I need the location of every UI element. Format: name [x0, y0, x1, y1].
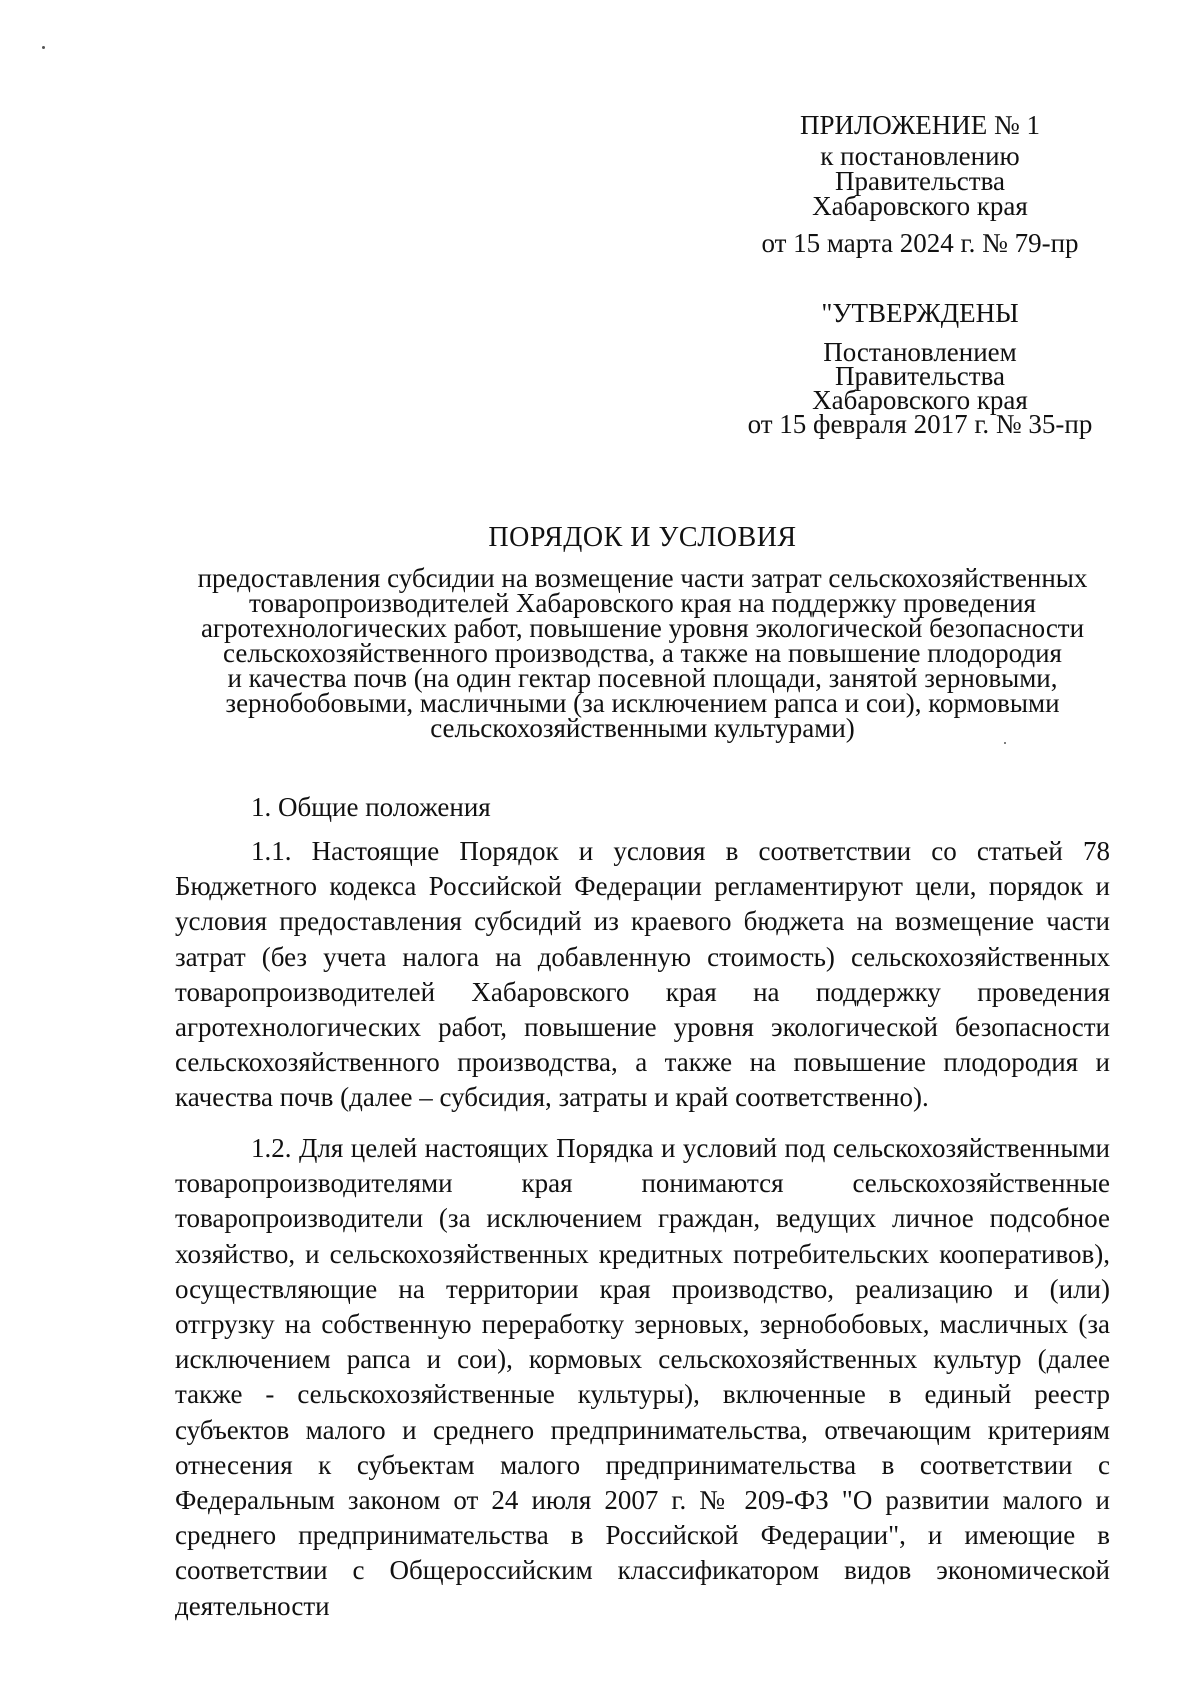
document-title: ПОРЯДОК И УСЛОВИЯ [488, 522, 797, 553]
scan-speck [42, 46, 45, 49]
appendix-line: Правительства [835, 166, 1005, 196]
section-heading: 1. Общие положения [251, 792, 491, 822]
approved-line: Хабаровского края [812, 385, 1028, 415]
approved-line: Правительства [835, 361, 1005, 391]
appendix-date: от 15 марта 2024 г. № 79-пр [761, 228, 1079, 258]
subtitle-line: сельскохозяйственными культурами) [430, 713, 855, 743]
subtitle-line: товаропроизводителей Хабаровского края на поддержку проведения [249, 588, 1036, 618]
appendix-title: ПРИЛОЖЕНИЕ № 1 [799, 110, 1041, 140]
subtitle-line: зернобобовыми, масличными (за исключением рапса и сои), кормовыми [225, 688, 1060, 718]
paragraph-1-2: 1.2. Для целей настоящих Порядка и условий под сельскохозяйственными товаропроизводителями края понимаются сельскохозяйственные товаропроизводители (за исключением граждан, ведущих личное подсобное хозяйство, и сельскохозяйственных кредитных потребительских кооперативов), осуществляющие на территории края производство, реализацию и (или) отгрузку на собственную переработку зерновых, зернобобовых, масличных (за исключением рапса и сои), кормовых сельскохозяйственных культур (далее также - сельскохозяйственные культуры), включенные в единый реестр субъектов малого и среднего предпринимательства, отвечающим критериям отнесения к субъектам малого предпринимательства в соответствии с Федеральным законом от 24 июля 2007 г. № 209-ФЗ "О развитии малого и среднего предпринимательства в Российской Федерации", и имеющие в соответствии с Общероссийским классификатором видов экономической деятельности [175, 1133, 1110, 1621]
scan-speck [1004, 742, 1006, 744]
subtitle-line: предоставления субсидии на возмещение части затрат сельскохозяйственных [197, 563, 1088, 593]
paragraph-1-1: 1.1. Настоящие Порядок и условия в соответствии со статьей 78 Бюджетного кодекса Российской Федерации регламентируют цели, порядок и условия предоставления субсидий из краевого бюджета на возмещение части затрат (без учета налога на добавленную стоимость) сельскохозяйственных товаропроизводителей Хабаровского края на поддержку проведения агротехнологических работ, повышение уровня экологической безопасности сельскохозяйственного производства, а также на повышение плодородия и качества почв (далее – субсидия, затраты и край соответственно). [175, 836, 1110, 1113]
subtitle-line: и качества почв (на один гектар посевной площади, занятой зерновыми, [227, 663, 1058, 693]
appendix-block [740, 108, 1100, 259]
approved-block [740, 296, 1100, 439]
approved-line: Постановлением [823, 337, 1017, 367]
appendix-line: Хабаровского края [812, 191, 1028, 221]
approved-title: "УТВЕРЖДЕНЫ [821, 298, 1019, 328]
subtitle-line: агротехнологических работ, повышение уровня экологической безопасности [200, 613, 1085, 643]
appendix-line: к постановлению [820, 141, 1020, 171]
document-subtitle [175, 563, 1110, 743]
subtitle-line: сельскохозяйственного производства, а также на повышение плодородия [223, 638, 1062, 668]
approved-date: от 15 февраля 2017 г. № 35-пр [747, 409, 1093, 439]
